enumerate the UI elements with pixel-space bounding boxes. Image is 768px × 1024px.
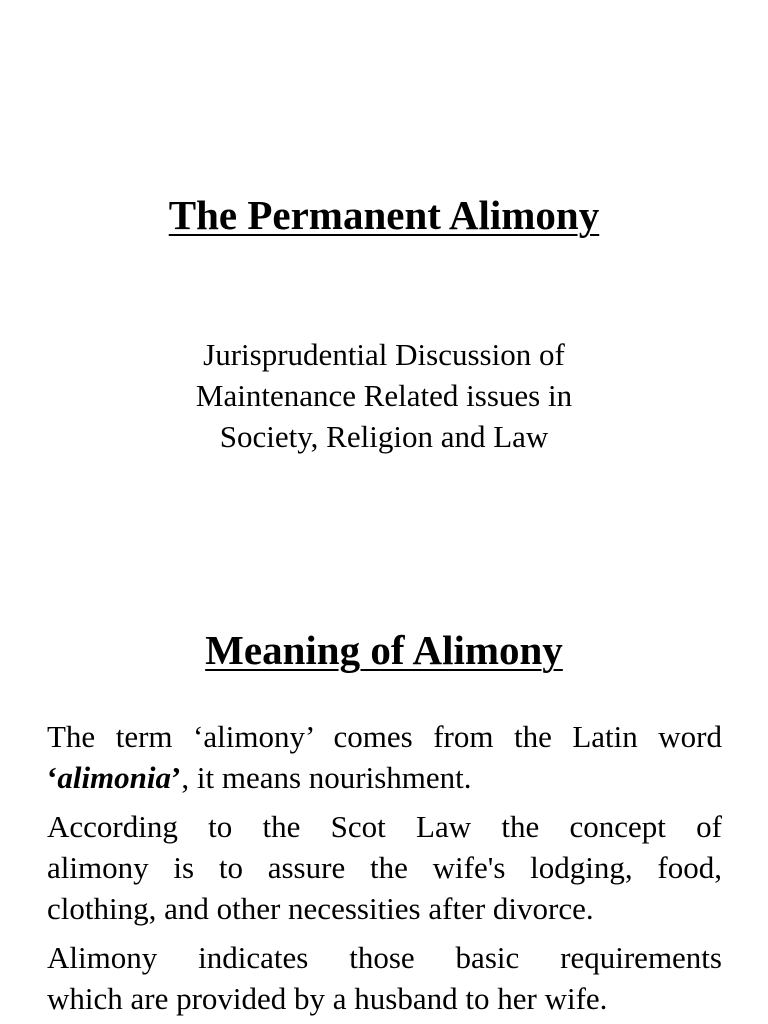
paragraph-line: which are provided by a husband to her wife. xyxy=(47,981,608,1016)
subtitle-line: Jurisprudential Discussion of xyxy=(203,337,565,372)
paragraph-scot-law xyxy=(47,806,722,929)
open-quote: ‘ xyxy=(47,760,58,795)
close-quote: ’ xyxy=(171,760,182,795)
subtitle-line: Maintenance Related issues in xyxy=(195,378,573,413)
paragraph-line: clothing, and other necessities after divorce. xyxy=(47,891,594,926)
paragraph-line: alimony is to assure the wife's lodging, food, xyxy=(47,850,722,885)
paragraph-line xyxy=(47,757,722,798)
section-heading: Meaning of Alimony xyxy=(205,627,563,673)
latin-term: alimonia xyxy=(57,760,172,795)
paragraph-line: According to the Scot Law the concept of xyxy=(47,809,722,844)
paragraph-line: Alimony indicates those basic requirements xyxy=(47,940,722,975)
document-subtitle xyxy=(0,334,768,457)
paragraph-line-rest: , it means nourishment. xyxy=(181,760,472,795)
paragraph-latin-origin xyxy=(47,716,722,798)
subtitle-line: Society, Religion and Law xyxy=(219,419,549,454)
paragraph-requirements xyxy=(47,937,722,1019)
paragraph-line: The term ‘alimony’ comes from the Latin word xyxy=(47,719,722,754)
document-title: The Permanent Alimony xyxy=(168,192,600,238)
